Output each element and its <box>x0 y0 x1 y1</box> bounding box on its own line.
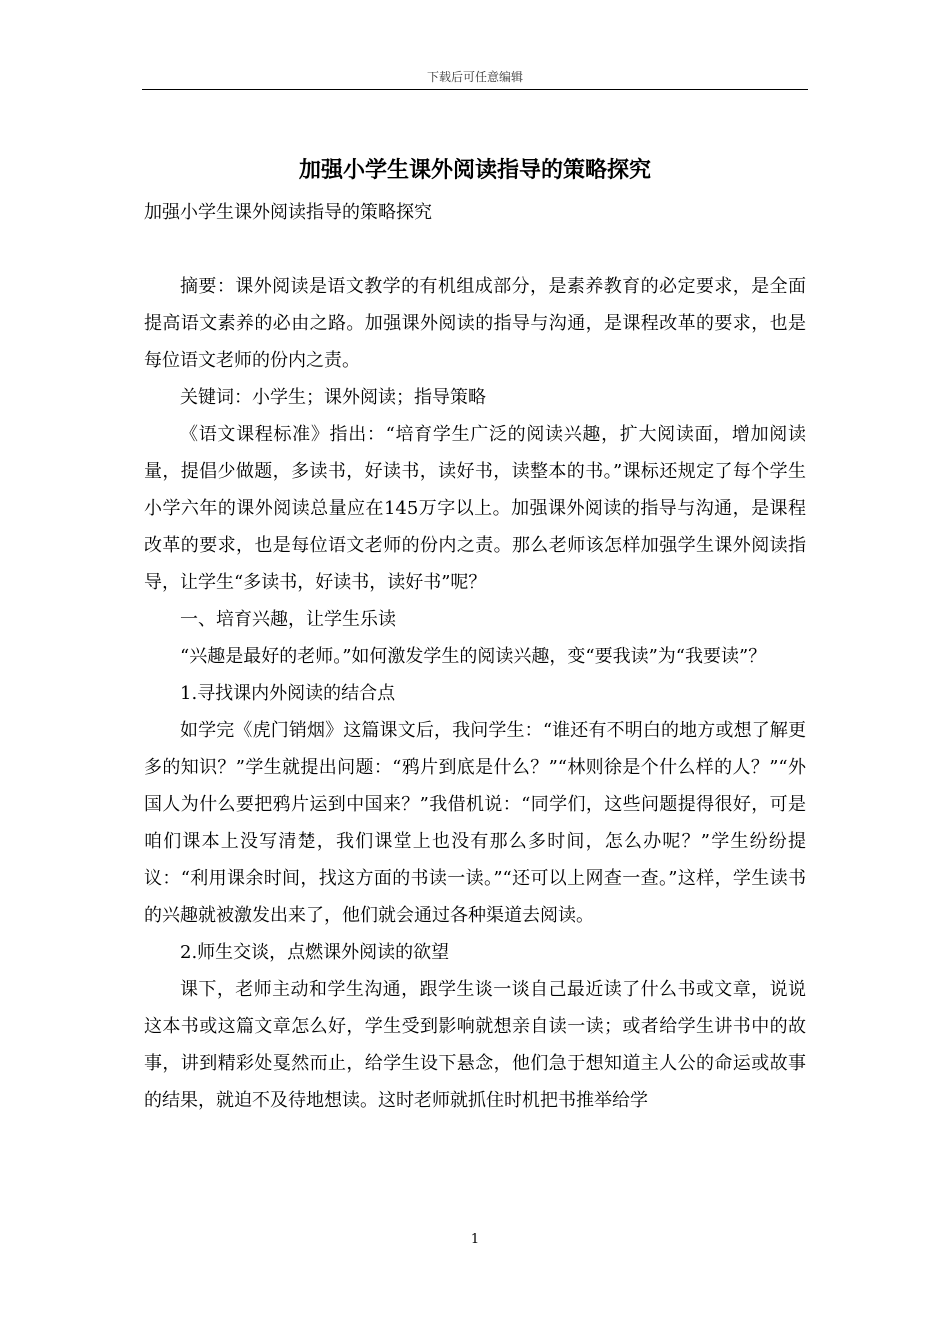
body-paragraph: 课下，老师主动和学生沟通，跟学生谈一谈自己最近读了什么书或文章，说说这本书或这篇文章怎么好，学生受到影响就想亲自读一读；或者给学生讲书中的故事，讲到精彩处戛然而止，给学生设下悬念，他们急于想知道主人公的命运或故事的结果，就迫不及待地想读。这时老师就抓住时机把书推举给学 <box>144 979 806 1111</box>
document-body <box>144 268 806 1119</box>
document-title: 加强小学生课外阅读指导的策略探究 <box>298 157 651 183</box>
keywords-paragraph: 关键词：小学生；课外阅读；指导策略 <box>180 387 486 408</box>
page-header: 下载后可任意编辑 <box>426 70 523 84</box>
document-subtitle: 加强小学生课外阅读指导的策略探究 <box>144 202 432 223</box>
page-number: 1 <box>470 1232 480 1247</box>
body-paragraph: 《语文课程标准》指出：“培育学生广泛的阅读兴趣，扩大阅读面，增加阅读量，提倡少做题，多读书，好读书，读好书，读整本的书。”课标还规定了每个学生小学六年的课外阅读总量应在145万字以上。加强课外阅读的指导与沟通，是课程改革的要求，也是每位语文老师的份内之责。那么老师该怎样加强学生课外阅读指导，让学生“多读书，好读书，读好书”呢？ <box>144 424 806 593</box>
subsection-heading: 2.师生交谈，点燃课外阅读的欲望 <box>180 942 450 963</box>
abstract-paragraph: 摘要：课外阅读是语文教学的有机组成部分，是素养教育的必定要求，是全面提高语文素养的必由之路。加强课外阅读的指导与沟通，是课程改革的要求，也是每位语文老师的份内之责。 <box>144 276 806 371</box>
subsection-heading: 1.寻找课内外阅读的结合点 <box>180 683 396 704</box>
header-divider <box>142 89 808 90</box>
body-paragraph: 如学完《虎门销烟》这篇课文后，我问学生：“谁还有不明白的地方或想了解更多的知识？”学生就提出问题：“鸦片到底是什么？”“林则徐是个什么样的人？”“外国人为什么要把鸦片运到中国来？”我借机说：“同学们，这些问题提得很好，可是咱们课本上没写清楚，我们课堂上也没有那么多时间，怎么办呢？”学生纷纷提议：“利用课余时间，找这方面的书读一读。”“还可以上网查一查。”这样，学生读书的兴趣就被激发出来了，他们就会通过各种渠道去阅读。 <box>144 720 806 926</box>
section-heading: 一、培育兴趣，让学生乐读 <box>180 609 396 630</box>
body-paragraph: “兴趣是最好的老师。”如何激发学生的阅读兴趣，变“要我读”为“我要读”？ <box>180 646 767 667</box>
